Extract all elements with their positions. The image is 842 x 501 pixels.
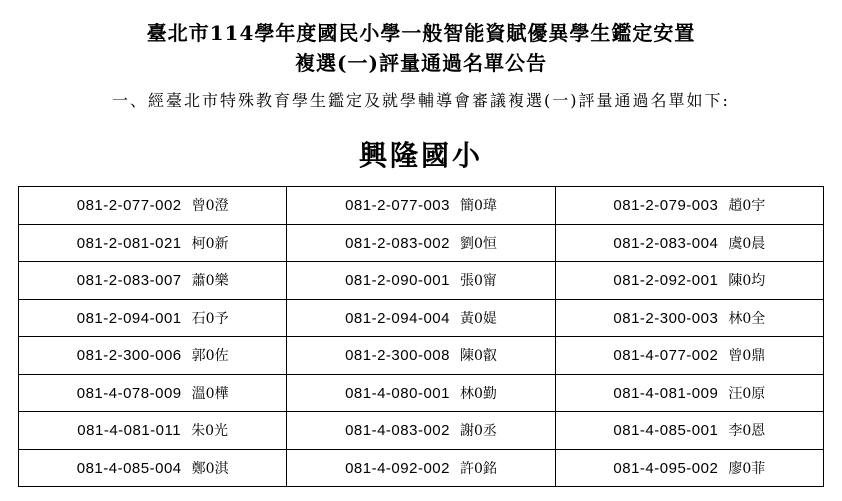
student-cell	[287, 187, 555, 225]
announcement-subtitle: 一、經臺北市特殊教育學生鑑定及就學輔導會審議複選(一)評量通過名單如下:	[112, 91, 730, 110]
student-code: 081-2-083-002	[345, 234, 450, 252]
student-code: 081-4-085-004	[76, 459, 182, 477]
student-code: 081-4-083-002	[345, 422, 450, 440]
student-name: 張0甯	[459, 273, 497, 290]
student-cell	[287, 224, 555, 262]
student-code: 081-2-081-021	[76, 234, 182, 252]
student-code: 081-4-078-009	[76, 384, 182, 402]
student-name: 柯0新	[191, 235, 229, 252]
student-name: 曾0澄	[191, 198, 229, 215]
student-name: 陳0均	[728, 273, 766, 290]
student-name: 廖0菲	[728, 460, 766, 477]
table-row	[19, 412, 824, 450]
table-row	[19, 299, 824, 337]
student-code: 081-4-085-001	[613, 422, 719, 440]
student-code: 081-4-081-011	[77, 422, 182, 440]
school-name: 興隆國小	[358, 139, 483, 172]
student-code: 081-2-083-007	[76, 272, 182, 290]
student-name: 謝0丞	[459, 423, 497, 440]
student-name: 溫0樺	[191, 385, 229, 402]
student-name: 蕭0樂	[191, 273, 229, 290]
table-row	[19, 262, 824, 300]
student-cell	[287, 449, 555, 487]
student-name: 黃0媞	[459, 310, 497, 327]
student-cell	[555, 299, 823, 337]
student-cell	[287, 374, 555, 412]
student-code: 081-4-077-002	[613, 347, 719, 365]
student-cell	[19, 449, 287, 487]
student-cell	[287, 299, 555, 337]
announcement-title-line1: 臺北市114學年度國民小學一般智能資賦優異學生鑑定安置	[146, 21, 696, 45]
student-cell	[19, 262, 287, 300]
announcement-title-line2: 複選(一)評量通過名單公告	[295, 51, 547, 75]
student-name: 林0全	[728, 310, 766, 327]
table-row	[19, 337, 824, 375]
student-cell	[19, 299, 287, 337]
student-name: 林0勤	[459, 385, 497, 402]
student-code: 081-4-095-002	[613, 459, 719, 477]
student-name: 朱0光	[191, 423, 229, 440]
student-name: 虞0晨	[728, 235, 766, 252]
student-name: 趙0宇	[728, 198, 766, 215]
student-cell	[555, 412, 823, 450]
student-cell	[287, 337, 555, 375]
student-code: 081-2-094-004	[345, 309, 450, 327]
student-code: 081-2-300-008	[345, 347, 450, 365]
student-name: 簡0瑋	[459, 198, 497, 215]
table-row	[19, 224, 824, 262]
student-cell	[19, 187, 287, 225]
student-cell	[555, 374, 823, 412]
student-name: 郭0佐	[191, 348, 229, 365]
table-row	[19, 374, 824, 412]
student-cell	[555, 224, 823, 262]
student-code: 081-2-300-003	[613, 309, 719, 327]
student-cell	[287, 262, 555, 300]
student-cell	[555, 449, 823, 487]
student-cell	[19, 224, 287, 262]
student-code: 081-2-092-001	[613, 272, 719, 290]
student-code: 081-2-300-006	[76, 347, 182, 365]
student-code: 081-2-094-001	[76, 309, 182, 327]
student-name: 許0銘	[459, 460, 497, 477]
student-name: 陳0叡	[459, 348, 497, 365]
student-code: 081-4-080-001	[345, 384, 450, 402]
passed-student-table	[18, 186, 824, 487]
student-code: 081-2-090-001	[345, 272, 450, 290]
student-cell	[19, 374, 287, 412]
student-code: 081-2-077-002	[76, 197, 182, 215]
student-code: 081-4-092-002	[345, 459, 450, 477]
student-code: 081-2-077-003	[345, 197, 450, 215]
student-name: 鄭0淇	[191, 460, 229, 477]
student-name: 曾0鼎	[728, 348, 766, 365]
student-cell	[19, 337, 287, 375]
student-name: 汪0原	[728, 385, 766, 402]
student-cell	[19, 412, 287, 450]
student-code: 081-4-081-009	[613, 384, 719, 402]
student-code: 081-2-083-004	[613, 234, 719, 252]
student-cell	[555, 187, 823, 225]
student-cell	[555, 337, 823, 375]
table-row	[19, 187, 824, 225]
student-name: 劉0恒	[459, 235, 497, 252]
table-row	[19, 449, 824, 487]
student-cell	[555, 262, 823, 300]
student-code: 081-2-079-003	[613, 197, 719, 215]
student-cell	[287, 412, 555, 450]
student-name: 石0予	[191, 310, 229, 327]
student-name: 李0恩	[728, 423, 766, 440]
